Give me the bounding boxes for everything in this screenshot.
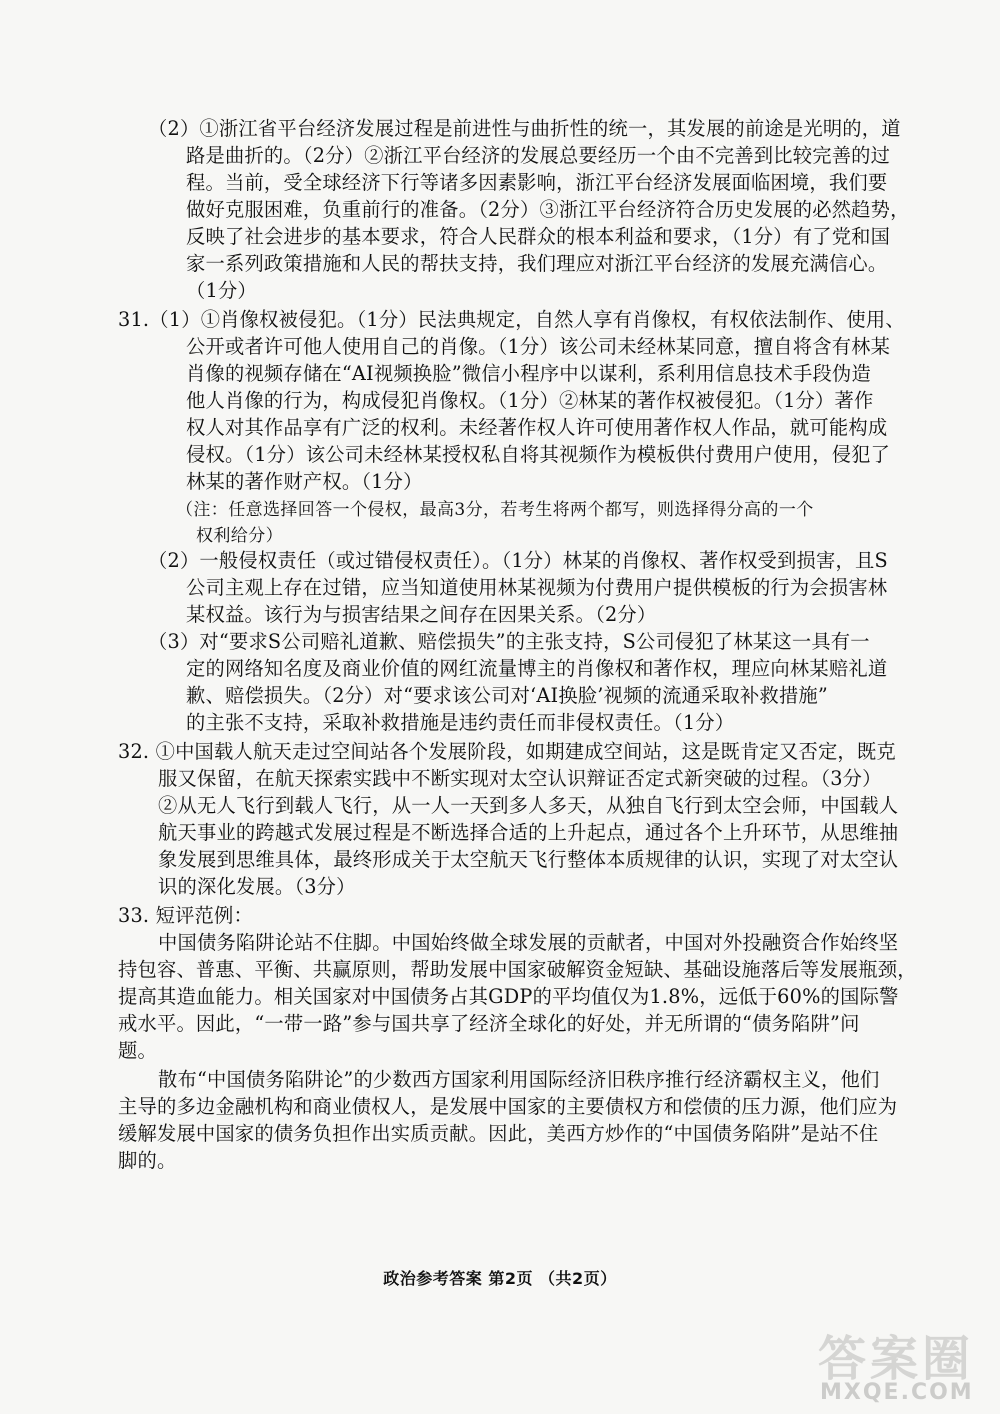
text-line: 航天事业的跨越式发展过程是不断选择合适的上升起点，通过各个上升环节，从思维抽: [158, 821, 899, 844]
text-line: （2）①浙江省平台经济发展过程是前进性与曲折性的统一，其发展的前途是光明的，道: [148, 117, 901, 140]
text-line: 家一系列政策措施和人民的帮扶支持，我们理应对浙江平台经济的发展充满信心。: [186, 252, 888, 275]
scoring-note: 权利给分）: [196, 526, 283, 546]
watermark-text: 答案圈: [818, 1331, 975, 1387]
text-line: 公司主观上存在过错，应当知道使用林某视频为付费用户提供模板的行为会损害林: [186, 576, 888, 599]
text-line: 权人对其作品享有广泛的权利。未经著作权人许可使用著作权人作品，就可能构成: [186, 416, 888, 439]
text-line: 中国债务陷阱论站不住脚。中国始终做全球发展的贡献者，中国对外投融资合作始终坚: [158, 931, 899, 954]
text-line: 路是曲折的。（2分）②浙江平台经济的发展总要经历一个由不完善到比较完善的过: [186, 144, 891, 167]
text-line: 服又保留，在航天探索实践中不断实现对太空认识辩证否定式新突破的过程。（3分）: [158, 767, 882, 790]
watermark-url: MXQE.COM: [820, 1380, 974, 1405]
watermark-logo: [812, 1318, 992, 1410]
text-line: 散布“中国债务陷阱论”的少数西方国家利用国际经济旧秩序推行经济霸权主义，他们: [158, 1068, 880, 1091]
text-line: 做好克服困难，负重前行的准备。（2分）③浙江平台经济符合历史发展的必然趋势，: [186, 198, 910, 221]
text-line: （3）对“要求S公司赔礼道歉、赔偿损失”的主张支持，S公司侵犯了林某这一具有一: [148, 630, 870, 653]
text-line: 主导的多边金融机构和商业债权人，是发展中国家的主要债权方和偿债的压力源，他们应为: [118, 1095, 898, 1118]
text-line: 公开或者许可他人使用自己的肖像。（1分）该公司未经林某同意，擅自将含有林某: [186, 335, 891, 358]
text-line: 肖像的视频存储在“AI视频换脸”微信小程序中以谋利，系利用信息技术手段伪造: [186, 362, 871, 385]
text-line: 他人肖像的行为，构成侵犯肖像权。（1分）②林某的著作权被侵犯。（1分）著作: [186, 389, 874, 412]
text-line: 某权益。该行为与损害结果之间存在因果关系。（2分）: [186, 603, 657, 626]
text-line: （1分）: [186, 279, 257, 302]
text-line: 侵权。（1分）该公司未经林某授权私自将其视频作为模板供付费用户使用，侵犯了: [186, 443, 891, 466]
text-line: （2）一般侵权责任（或过错侵权责任）。（1分）林某的肖像权、著作权受到损害，且S: [148, 549, 888, 572]
text-line: 戒水平。因此，“一带一路”参与国共享了经济全球化的好处，并无所谓的“债务陷阱”问: [118, 1012, 860, 1035]
text-line: 脚的。: [118, 1149, 177, 1172]
text-line: 反映了社会进步的基本要求，符合人民群众的根本利益和要求，（1分）有了党和国: [186, 225, 891, 248]
question-32-line: 32. ①中国载人航天走过空间站各个发展阶段，如期建成空间站，这是既肯定又否定，既克: [118, 740, 896, 763]
text-line: 题。: [118, 1039, 157, 1062]
text-line: 缓解发展中国家的债务负担作出实质贡献。因此，美西方炒作的“中国债务陷阱”是站不住: [118, 1122, 879, 1145]
question-31-line: 31.（1）①肖像权被侵犯。（1分）民法典规定，自然人享有肖像权，有权依法制作、使用、: [118, 308, 905, 331]
scoring-note: （注：任意选择回答一个侵权，最高3分，若考生将两个都写，则选择得分高的一个: [176, 500, 814, 520]
page-footer: 政治参考答案 第2页 （共2页）: [383, 1269, 617, 1288]
text-line: 林某的著作财产权。（1分）: [186, 470, 423, 493]
text-line: ②从无人飞行到载人飞行，从一人一天到多人多天，从独自飞行到太空会师，中国载人: [158, 794, 899, 817]
text-line: 的主张不支持，采取补救措施是违约责任而非侵权责任。（1分）: [186, 711, 735, 734]
text-line: 歉、赔偿损失。（2分）对“要求该公司对‘AI换脸’视频的流通采取补救措施”: [186, 684, 828, 707]
text-line: 定的网络知名度及商业价值的网红流量博主的肖像权和著作权，理应向林某赔礼道: [186, 657, 888, 680]
text-line: 程。当前，受全球经济下行等诸多因素影响，浙江平台经济发展面临困境，我们要: [186, 171, 888, 194]
text-line: 识的深化发展。（3分）: [158, 875, 356, 898]
question-33-line: 33. 短评范例：: [118, 904, 253, 927]
text-line: 提高其造血能力。相关国家对中国债务占其GDP的平均值仅为1.8%，远低于60%的国际警: [118, 985, 899, 1008]
text-line: 持包容、普惠、平衡、共赢原则，帮助发展中国家破解资金短缺、基础设施落后等发展瓶颈，: [118, 958, 917, 981]
text-line: 象发展到思维具体，最终形成关于太空航天飞行整体本质规律的认识，实现了对太空认: [158, 848, 899, 871]
